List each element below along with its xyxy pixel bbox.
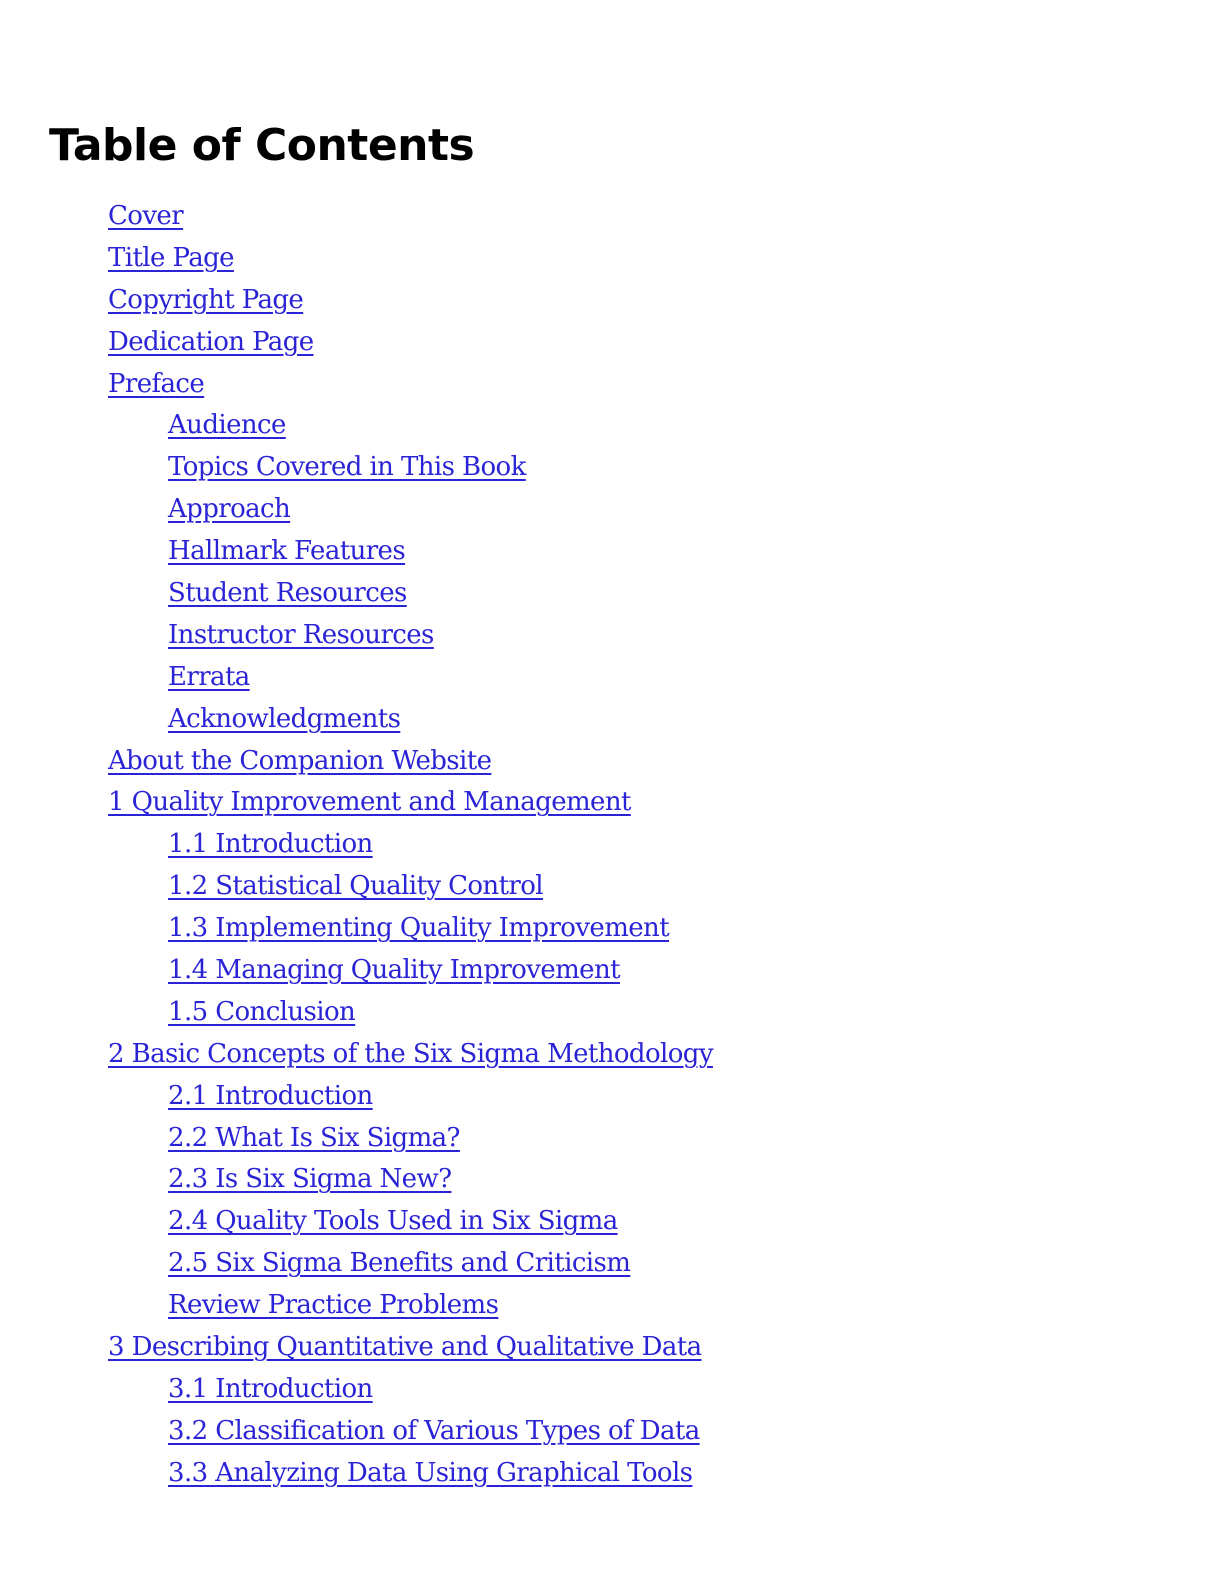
toc-link[interactable]: Topics Covered in This Book bbox=[168, 452, 526, 483]
toc-link[interactable]: 2 Basic Concepts of the Six Sigma Methodology bbox=[108, 1038, 713, 1069]
toc-entry bbox=[0, 1118, 1224, 1160]
toc-entry bbox=[0, 322, 1224, 364]
toc-link[interactable]: Acknowledgments bbox=[168, 703, 401, 734]
toc-entry bbox=[0, 364, 1224, 406]
toc-link[interactable]: 2.4 Quality Tools Used in Six Sigma bbox=[168, 1206, 618, 1237]
toc-link[interactable]: 1.1 Introduction bbox=[168, 829, 373, 860]
toc-entry bbox=[0, 447, 1224, 489]
toc-link[interactable]: 3.1 Introduction bbox=[168, 1373, 373, 1404]
toc-entry bbox=[0, 196, 1224, 238]
toc-entry bbox=[0, 866, 1224, 908]
toc-link[interactable]: Audience bbox=[168, 410, 286, 441]
toc-link[interactable]: 1.3 Implementing Quality Improvement bbox=[168, 913, 670, 944]
toc-entry bbox=[0, 1411, 1224, 1453]
toc-link[interactable]: 1 Quality Improvement and Management bbox=[108, 787, 631, 818]
toc-entry bbox=[0, 615, 1224, 657]
toc-entry bbox=[0, 573, 1224, 615]
toc-link[interactable]: Student Resources bbox=[168, 578, 407, 609]
toc-link[interactable]: 2.1 Introduction bbox=[168, 1080, 373, 1111]
toc-entry bbox=[0, 1327, 1224, 1369]
toc-link[interactable]: Preface bbox=[108, 368, 205, 399]
toc-entry bbox=[0, 1453, 1224, 1495]
page-title: Table of Contents bbox=[49, 120, 475, 171]
toc-entry bbox=[0, 1201, 1224, 1243]
toc-link[interactable]: Hallmark Features bbox=[168, 536, 406, 567]
toc-entry bbox=[0, 1159, 1224, 1201]
toc-entry bbox=[0, 1076, 1224, 1118]
toc-link[interactable]: Copyright Page bbox=[108, 284, 304, 315]
toc-link[interactable]: 2.5 Six Sigma Benefits and Criticism bbox=[168, 1248, 631, 1279]
toc-entry bbox=[0, 782, 1224, 824]
toc-link[interactable]: Cover bbox=[108, 201, 184, 231]
toc-link[interactable]: Review Practice Problems bbox=[168, 1290, 499, 1321]
toc-link[interactable]: Errata bbox=[168, 661, 250, 692]
toc-link[interactable]: 2.3 Is Six Sigma New? bbox=[168, 1164, 452, 1195]
toc-entry bbox=[0, 824, 1224, 866]
toc-entry bbox=[0, 489, 1224, 531]
toc-entry bbox=[0, 531, 1224, 573]
toc-entry bbox=[0, 1369, 1224, 1411]
toc-entry bbox=[0, 280, 1224, 322]
toc-link[interactable]: About the Companion Website bbox=[108, 745, 492, 776]
toc-link[interactable]: 1.4 Managing Quality Improvement bbox=[168, 955, 620, 986]
toc-entry bbox=[0, 1243, 1224, 1285]
toc-entry bbox=[0, 741, 1224, 783]
toc-link[interactable]: 1.5 Conclusion bbox=[168, 996, 356, 1027]
toc-link[interactable]: 3.2 Classification of Various Types of Data bbox=[168, 1415, 700, 1446]
toc-entry bbox=[0, 238, 1224, 280]
toc-link[interactable]: Dedication Page bbox=[108, 326, 314, 357]
toc-entry bbox=[0, 950, 1224, 992]
toc-link[interactable]: Approach bbox=[168, 494, 291, 525]
toc-entry bbox=[0, 1285, 1224, 1327]
toc-link[interactable]: Title Page bbox=[108, 242, 234, 273]
toc-entry bbox=[0, 657, 1224, 699]
toc-entry bbox=[0, 908, 1224, 950]
toc-link[interactable]: 1.2 Statistical Quality Control bbox=[168, 871, 544, 902]
toc-link[interactable]: Instructor Resources bbox=[168, 619, 434, 650]
toc-entry bbox=[0, 992, 1224, 1034]
toc-entry bbox=[0, 1034, 1224, 1076]
toc-entry bbox=[0, 405, 1224, 447]
toc-link[interactable]: 2.2 What Is Six Sigma? bbox=[168, 1122, 460, 1153]
toc-list bbox=[0, 196, 1224, 1495]
toc-link[interactable]: 3.3 Analyzing Data Using Graphical Tools bbox=[168, 1457, 693, 1488]
toc-link[interactable]: 3 Describing Quantitative and Qualitative Data bbox=[108, 1332, 702, 1363]
toc-entry bbox=[0, 699, 1224, 741]
